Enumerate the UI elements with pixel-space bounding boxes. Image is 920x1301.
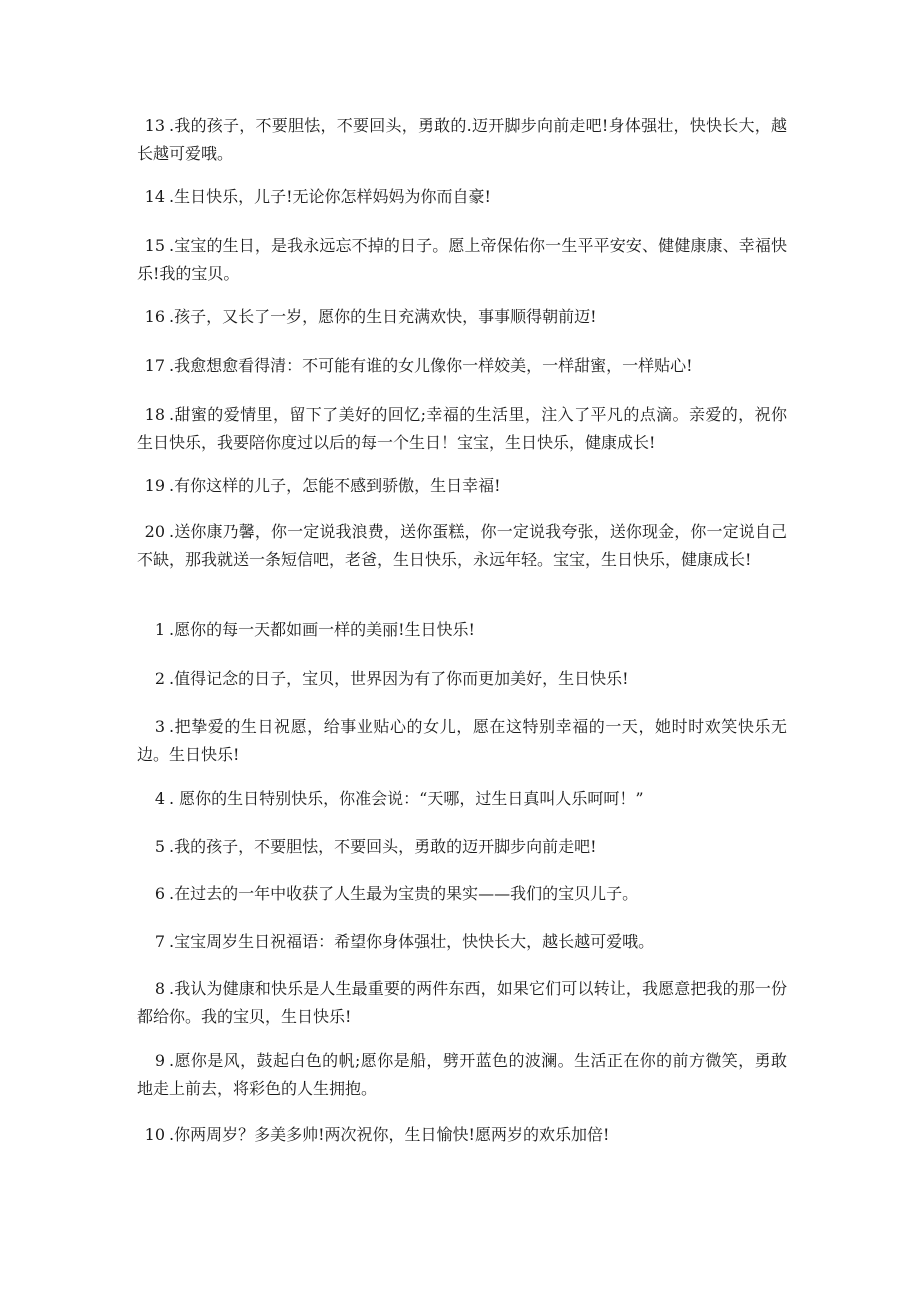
item-number: 15 (144, 236, 165, 255)
item-text: . 愿你的生日特别快乐，你准会说：“天哪，过生日真叫人乐呵呵！” (169, 789, 644, 808)
item-text: .甜蜜的爱情里，留下了美好的回忆;幸福的生活里，注入了平凡的点滴。亲爱的，祝你生日快乐，我要陪你度过以后的每一个生日！宝宝，生日快乐，健康成长! (137, 405, 787, 452)
item-number: 5 (154, 837, 165, 856)
item-text: .把挚爱的生日祝愿，给事业贴心的女儿，愿在这特别幸福的一天，她时时欢笑快乐无边。生日快乐! (137, 717, 787, 764)
list-item (137, 833, 787, 861)
item-text: .送你康乃馨，你一定说我浪费，送你蛋糕，你一定说我夸张，送你现金，你一定说自己不缺，那我就送一条短信吧，老爸，生日快乐，永远年轻。宝宝，生日快乐，健康成长! (137, 522, 787, 569)
list-item (137, 183, 787, 211)
item-number: 4 (154, 789, 165, 808)
list-item (137, 928, 787, 956)
item-number: 17 (144, 356, 165, 375)
item-text: .愿你是风，鼓起白色的帆;愿你是船，劈开蓝色的波澜。生活正在你的前方微笑，勇敢地走上前去，将彩色的人生拥抱。 (137, 1051, 787, 1098)
item-text: .值得记念的日子，宝贝，世界因为有了你而更加美好，生日快乐! (169, 669, 629, 688)
item-text: .我的孩子，不要胆怯，不要回头，勇敢的.迈开脚步向前走吧!身体强壮，快快长大，越长越可爱哦。 (137, 116, 787, 163)
list-item (137, 880, 787, 908)
item-number: 18 (144, 405, 165, 424)
list-item (137, 785, 787, 813)
list-item (137, 401, 787, 457)
list-item (137, 112, 787, 168)
item-number: 9 (154, 1051, 165, 1070)
item-text: .宝宝周岁生日祝福语：希望你身体强壮，快快长大，越长越可爱哦。 (169, 932, 655, 951)
item-number: 13 (144, 116, 165, 135)
item-number: 1 (154, 620, 165, 639)
list-item (137, 1121, 787, 1149)
item-number: 16 (144, 307, 165, 326)
item-text: .在过去的一年中收获了人生最为宝贵的果实——我们的宝贝儿子。 (169, 884, 639, 903)
item-text: .我愈想愈看得清：不可能有谁的女儿像你一样姣美，一样甜蜜，一样贴心! (169, 356, 693, 375)
item-text: .孩子，又长了一岁，愿你的生日充满欢快，事事顺得朝前迈! (169, 307, 597, 326)
list-item (137, 518, 787, 574)
item-text: .生日快乐，儿子!无论你怎样妈妈为你而自豪! (169, 187, 491, 206)
item-number: 20 (144, 522, 165, 541)
item-text: .有你这样的儿子，怎能不感到骄傲，生日幸福! (169, 476, 501, 495)
item-number: 19 (144, 476, 165, 495)
item-text: .我的孩子，不要胆怯，不要回头，勇敢的迈开脚步向前走吧! (169, 837, 597, 856)
item-number: 14 (144, 187, 165, 206)
list-item (137, 1047, 787, 1103)
list-item (137, 713, 787, 769)
item-text: .你两周岁？多美多帅!两次祝你，生日愉快!愿两岁的欢乐加倍! (169, 1125, 610, 1144)
item-number: 3 (154, 717, 165, 736)
item-number: 10 (144, 1125, 165, 1144)
item-number: 2 (154, 669, 165, 688)
list-item (137, 232, 787, 288)
item-text: .愿你的每一天都如画一样的美丽!生日快乐! (169, 620, 475, 639)
item-number: 6 (154, 884, 165, 903)
item-text: .我认为健康和快乐是人生最重要的两件东西，如果它们可以转让，我愿意把我的那一份都给你。我的宝贝，生日快乐! (137, 979, 787, 1026)
list-item (137, 975, 787, 1031)
list-item (137, 303, 787, 331)
item-text: .宝宝的生日，是我永远忘不掉的日子。愿上帝保佑你一生平平安安、健健康康、幸福快乐!我的宝贝。 (137, 236, 787, 283)
list-item (137, 665, 787, 693)
item-number: 7 (154, 932, 165, 951)
item-number: 8 (154, 979, 165, 998)
list-item (137, 472, 787, 500)
list-item (137, 352, 787, 380)
list-item (137, 616, 787, 644)
